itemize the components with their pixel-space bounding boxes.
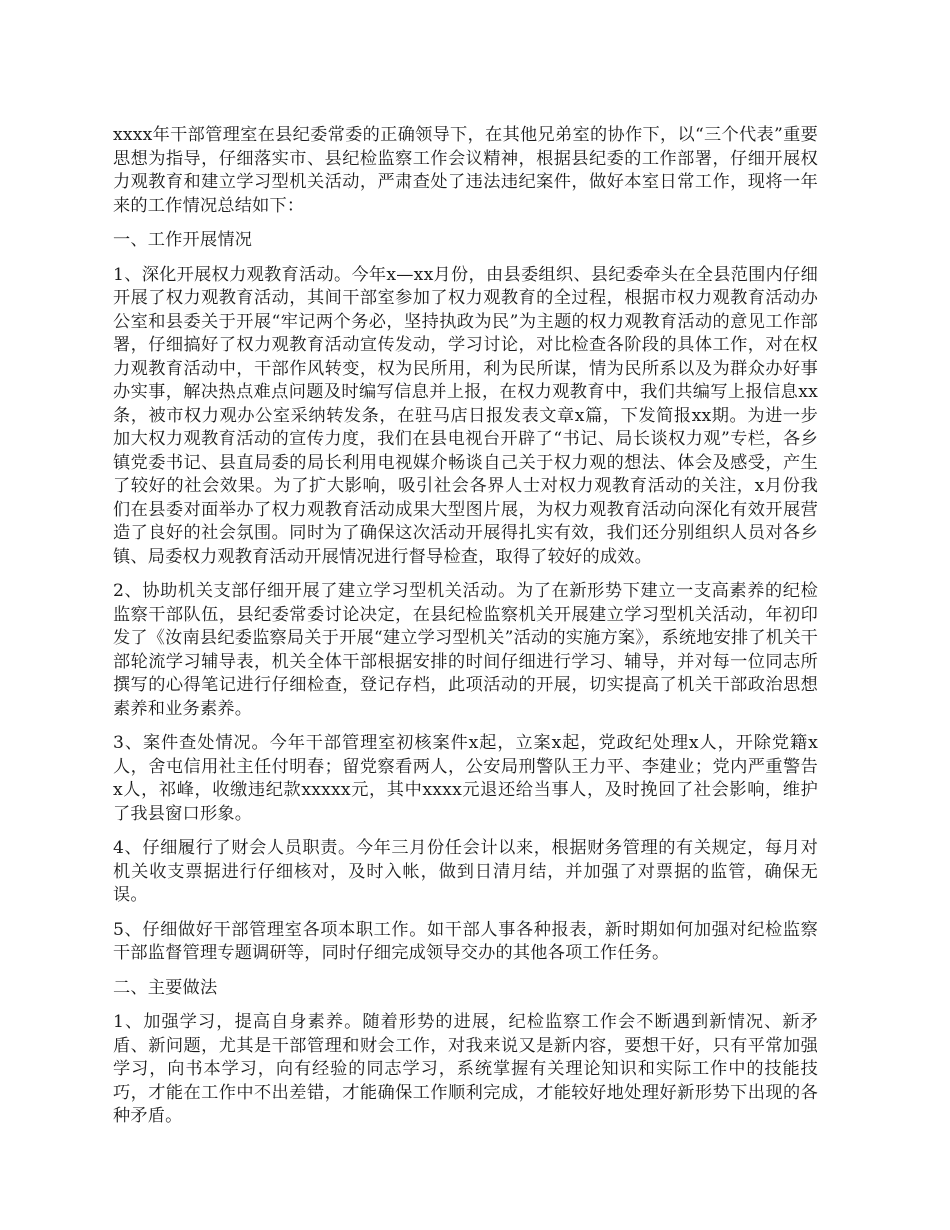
paragraph-strengthen-learning: 1、加强学习，提高自身素养。随着形势的进展，纪检监察工作会不断遇到新情况、新矛盾、新问题，尤其是干部管理和财会工作，对我来说又是新内容，要想干好，只有平常加强学习，向书本学习，向有经验的同志学习，系统掌握有关理论知识和实际工作中的技能技巧，才能在工作中不出差错，才能确保工作顺利完成，才能较好地处理好新形势下出现的各种矛盾。: [113, 1012, 818, 1126]
section-heading-work-status: 一、工作开展情况: [113, 230, 253, 250]
paragraph-accounting-duties: 4、仔细履行了财会人员职责。今年三月份任会计以来，根据财务管理的有关规定，每月对机关收支票据进行仔细核对，及时入帐，做到日清月结，并加强了对票据的监管，确保无误。: [113, 838, 818, 905]
paragraph-power-education: 1、深化开展权力观教育活动。今年x—xx月份，由县委组织、县纪委牵头在全县范围内仔细开展了权力观教育活动，其间干部室参加了权力观教育的全过程，根据市权力观教育活动办公室和县委关于开展“牢记两个务必，坚持执政为民”为主题的权力观教育活动的意见工作部署，仔细搞好了权力观教育活动宣传发动，学习讨论，对比检查各阶段的具体工作，对在权力观教育活动中，干部作风转变，权为民所用，利为民所谋，情为民所系以及为群众办好事办实事，解决热点难点问题及时编写信息并上报，在权力观教育中，我们共编写上报信息xx条，被市权力观办公室采纳转发条，在驻马店日报发表文章x篇，下发简报xx期。为进一步加大权力观教育活动的宣传力度，我们在县电视台开辟了“书记、局长谈权力观”专栏，各乡镇党委书记、县直局委的局长利用电视媒介畅谈自己关于权力观的想法、体会及感受，产生了较好的社会效果。为了扩大影响，吸引社会各界人士对权力观教育活动的关注，x月份我们在县委对面举办了权力观教育活动成果大型图片展，为权力观教育活动向深化有效开展营造了良好的社会氛围。同时为了确保这次活动开展得扎实有效，我们还分别组织人员对各乡镇、局委权力观教育活动开展情况进行督导检查，取得了较好的成效。: [113, 264, 818, 567]
intro-paragraph: xxxx年干部管理室在县纪委常委的正确领导下，在其他兄弟室的协作下，以“三个代表”重要思想为指导，仔细落实市、县纪检监察工作会议精神，根据县纪委的工作部署，仔细开展权力观教育和建立学习型机关活动，严肃查处了违法违纪案件，做好本室日常工作，现将一年来的工作情况总结如下：: [113, 125, 818, 216]
section-heading-main-practices: 二、主要做法: [113, 977, 218, 998]
paragraph-learning-organization: 2、协助机关支部仔细开展了建立学习型机关活动。为了在新形势下建立一支高素养的纪检监察干部队伍，县纪委常委讨论决定，在县纪检监察机关开展建立学习型机关活动，年初印发了《汝南县纪委监察局关于开展“建立学习型机关”活动的实施方案》，系统地安排了机关干部轮流学习辅导表，机关全体干部根据安排的时间仔细进行学习、辅导，并对每一位同志所撰写的心得笔记进行仔细检查，登记存档，此项活动的开展，切实提高了机关干部政治思想素养和业务素养。: [113, 581, 818, 719]
paragraph-cadre-management: 5、仔细做好干部管理室各项本职工作。如干部人事各种报表，新时期如何加强对纪检监察干部监督管理专题调研等，同时仔细完成领导交办的其他各项工作任务。: [113, 919, 818, 963]
paragraph-case-handling: 3、案件查处情况。今年干部管理室初核案件x起，立案x起，党政纪处理x人，开除党籍x人，舍屯信用社主任付明春；留党察看两人，公安局刑警队王力平、李建业；党内严重警告x人，祁峰，收缴违纪款xxxxx元，其中xxxx元退还给当事人，及时挽回了社会影响，维护了我县窗口形象。: [113, 733, 818, 824]
